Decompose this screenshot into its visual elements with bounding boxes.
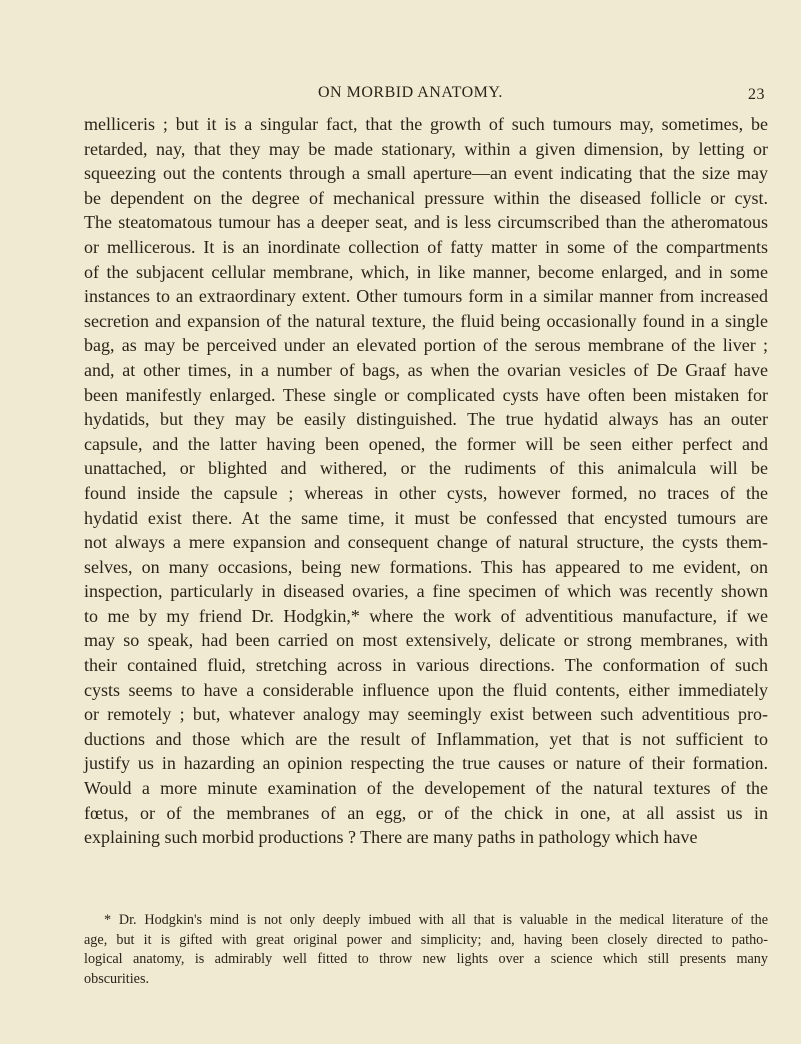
body-line: been manifestly enlarged. These single or complicated cysts have often been mistaken for — [84, 384, 768, 405]
body-line: inspection, particularly in diseased ovaries, a fine specimen of which was recently shown — [84, 581, 768, 602]
body-line: melliceris ; but it is a singular fact, that the growth of such tumours may, sometimes, be — [84, 114, 768, 134]
body-line: their contained fluid, stretching across in various directions. The conformation of such — [84, 655, 768, 676]
body-line: found inside the capsule ; whereas in other cysts, however formed, no traces of the — [84, 482, 768, 503]
body-line: Would a more minute examination of the developement of the natural textures of the — [84, 778, 768, 799]
body-line: to me by my friend Dr. Hodgkin,* where the work of adventitious manufacture, if we — [84, 605, 768, 626]
footnote-line: age, but it is gifted with great original power and simplicity; and, having been closely directed to patho- — [84, 931, 768, 948]
body-line: hydatids, but they may be easily distinguished. The true hydatid always has an outer — [84, 409, 768, 430]
body-line: fœtus, or of the membranes of an egg, or of the chick in one, at all assist us in — [84, 802, 768, 823]
body-line: hydatid exist there. At the same time, it must be confessed that encysted tumours are — [84, 507, 768, 528]
running-head-title: ON MORBID ANATOMY. — [318, 84, 503, 101]
body-line: not always a mere expansion and consequent change of natural structure, the cysts them- — [84, 532, 768, 553]
body-line: secretion and expansion of the natural texture, the fluid being occasionally found in a single — [84, 310, 768, 331]
body-line: justify us in hazarding an opinion respecting the true causes or nature of their formation. — [84, 753, 768, 774]
body-line: bag, as may be perceived under an elevated portion of the serous membrane of the liver ; — [84, 335, 768, 356]
body-text — [84, 112, 768, 850]
footnote — [84, 911, 768, 989]
footnote-line: logical anatomy, is admirably well fitted to throw new lights over a science which still presents many — [84, 951, 768, 967]
body-line: of the subjacent cellular membrane, which, in like manner, become enlarged, and in some — [84, 261, 768, 282]
body-line: explaining such morbid productions ? There are many paths in pathology which have — [84, 827, 698, 848]
body-line: ductions and those which are the result of Inflammation, yet that is not sufficient to — [84, 728, 768, 749]
footnote-line: obscurities. — [84, 970, 150, 987]
body-line: selves, on many occasions, being new formations. This has appeared to me evident, on — [84, 556, 768, 577]
body-line: instances to an extraordinary extent. Other tumours form in a similar manner from increased — [84, 286, 768, 307]
body-line: squeezing out the contents through a small aperture—an event indicating that the size may — [84, 163, 768, 184]
body-line: retarded, nay, that they may be made stationary, within a given dimension, by letting or — [84, 138, 768, 159]
footnote-line: * Dr. Hodgkin's mind is not only deeply imbued with all that is valuable in the medical literature of the — [104, 912, 768, 928]
body-line: and, at other times, in a number of bags, as when the ovarian vesicles of De Graaf have — [84, 359, 768, 380]
body-line: unattached, or blighted and withered, or the rudiments of this animalcula will be — [84, 458, 768, 479]
body-line: The steatomatous tumour has a deeper seat, and is less circumscribed than the atheromatous — [84, 212, 768, 233]
body-line: may so speak, had been carried on most extensively, delicate or strong membranes, with — [84, 630, 768, 651]
body-line: cysts seems to have a considerable influence upon the fluid contents, either immediately — [84, 679, 768, 700]
body-line: or mellicerous. It is an inordinate collection of fatty matter in some of the compartments — [84, 236, 768, 257]
page-number: 23 — [748, 86, 765, 103]
body-line: or remotely ; but, whatever analogy may seemingly exist between such adventitious pro- — [84, 704, 768, 725]
body-line: capsule, and the latter having been opened, the former will be seen either perfect and — [84, 433, 768, 454]
body-line: be dependent on the degree of mechanical pressure within the diseased follicle or cyst. — [84, 187, 768, 208]
